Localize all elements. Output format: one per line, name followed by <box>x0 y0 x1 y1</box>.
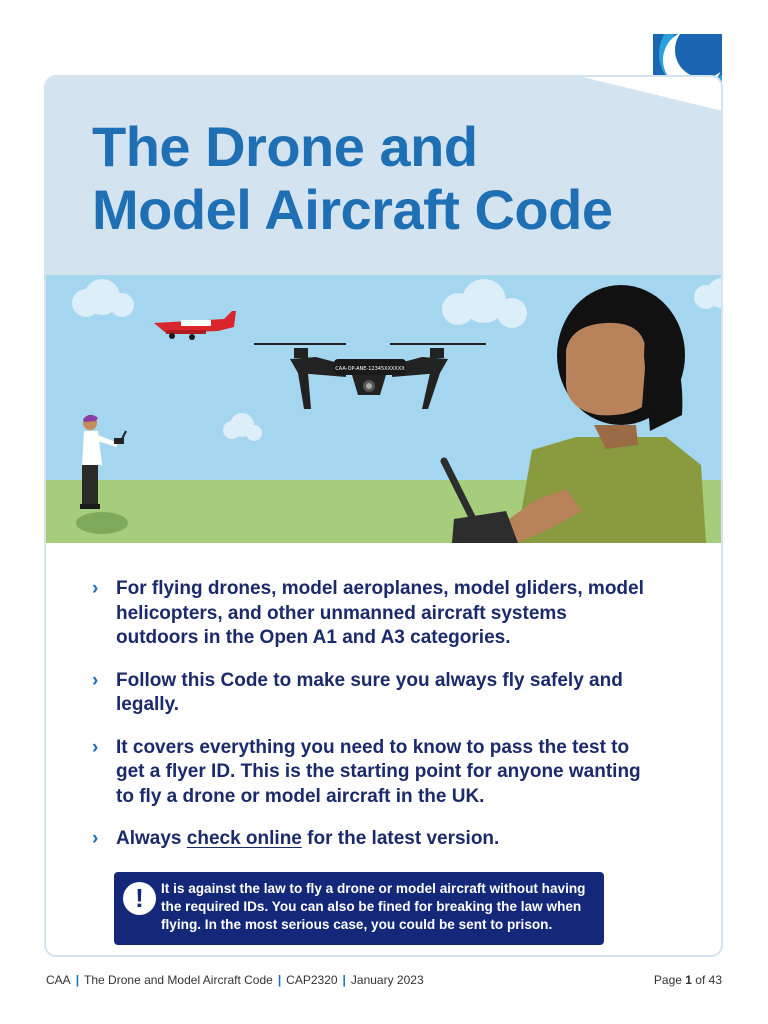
chevron-right-icon: › <box>92 828 99 849</box>
cover-illustration <box>46 275 723 543</box>
list-item <box>92 669 652 718</box>
chevron-right-icon: › <box>92 578 99 599</box>
warning-text: It is against the law to fly a drone or model aircraft without having the required IDs. You can also be fined for breaking the law when flying. In the most serious case, you could be sent to prison. <box>161 881 586 932</box>
drone-registration-label: CAA-OP-ANE-12345XXXXXX <box>335 366 405 372</box>
list-item <box>92 736 652 810</box>
cover-card <box>44 75 723 957</box>
title-line-1: The Drone and <box>92 115 478 178</box>
footer-doc-title: The Drone and Model Aircraft Code <box>84 973 273 987</box>
page-footer <box>46 972 722 988</box>
page-total: of 43 <box>691 973 722 987</box>
check-online-link[interactable]: check online <box>186 828 302 849</box>
list-item-text: It covers everything you need to know to pass the test to get a flyer ID. This is the starting point for anyone wanting to fly a drone or model aircraft in the UK. <box>116 736 641 807</box>
page-title <box>92 115 612 241</box>
exclamation-icon: ! <box>123 882 156 915</box>
list-item-text-suffix: for the latest version. <box>301 828 500 849</box>
footer-date: January 2023 <box>350 973 424 987</box>
chevron-right-icon: › <box>92 669 99 691</box>
page-prefix: Page <box>653 973 686 987</box>
footer-left <box>46 973 424 987</box>
list-item <box>92 577 652 651</box>
footer-separator: | <box>75 973 80 987</box>
footer-separator: | <box>342 973 346 987</box>
list-item-text-prefix: Always <box>116 828 187 849</box>
footer-org: CAA <box>46 973 71 987</box>
list-item-text: For flying drones, model aeroplanes, model gliders, model helicopters, and other unmanned aircraft systems outdoors in the Open A1 and A3 categories. <box>116 578 644 648</box>
chevron-right-icon: › <box>92 736 99 758</box>
list-item <box>92 827 652 852</box>
page-number: 1 <box>685 973 692 987</box>
legal-warning-box <box>114 872 604 945</box>
page-indicator <box>654 973 722 987</box>
list-item-text: Follow this Code to make sure you always fly safely and legally. <box>116 669 623 715</box>
footer-doc-ref: CAP2320 <box>286 973 338 987</box>
summary-list <box>92 577 652 870</box>
footer-separator: | <box>277 973 282 987</box>
title-line-2: Model Aircraft Code <box>92 178 613 241</box>
